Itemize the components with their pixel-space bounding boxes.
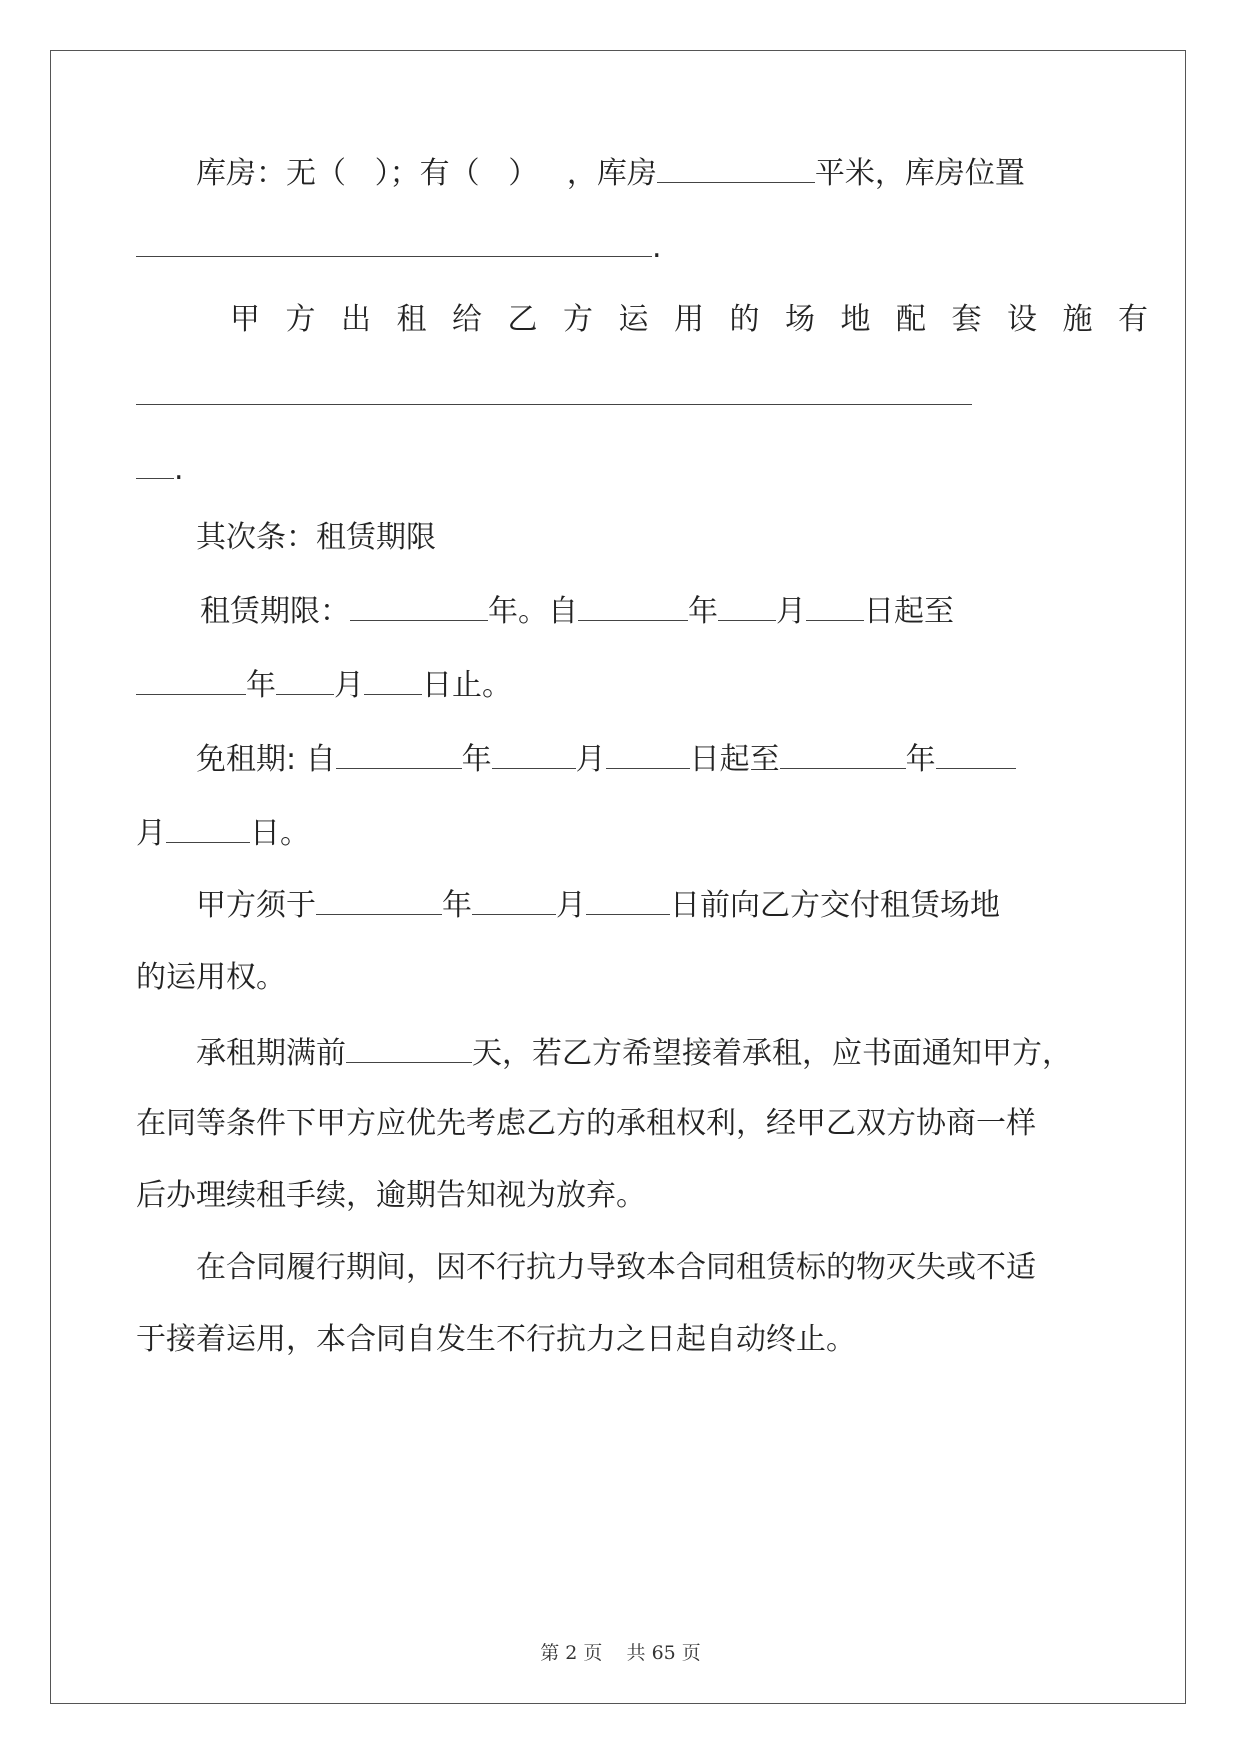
renew-line-3	[136, 1176, 646, 1216]
deliver-label: 甲方须于	[196, 888, 316, 923]
free-end-day-blank	[166, 812, 250, 843]
force-line-1	[196, 1248, 1036, 1288]
force-line-2	[136, 1320, 856, 1360]
page-border	[50, 50, 1186, 1704]
term-start-month-blank	[718, 590, 776, 621]
deliver-month-unit: 月	[556, 888, 586, 923]
storeroom-location-label: 平米，库房位置	[814, 156, 1025, 191]
renew-rest: 天，若乙方希望接着承租，应书面通知甲方，	[472, 1036, 1072, 1071]
deliver-end-text: 的运用权。	[136, 960, 286, 995]
free-start-month-blank	[492, 738, 576, 769]
deliver-month-blank	[472, 884, 556, 915]
renew-line	[196, 1032, 1072, 1074]
facilities-end-blank	[136, 448, 174, 479]
term-start-day-blank	[806, 590, 864, 621]
free-start-day-blank	[606, 738, 690, 769]
free-line	[196, 738, 1016, 780]
renew-days-blank	[346, 1032, 472, 1063]
free-end-month-blank-a	[936, 738, 1016, 769]
deliver-rest: 日前向乙方交付租赁场地	[670, 888, 1000, 923]
free-label: 免租期: 自	[196, 742, 336, 777]
facilities-text: 甲方出租给乙方运用的场地配套设施有	[230, 302, 1174, 337]
term-end-year-unit: 年	[246, 668, 276, 703]
facilities-blank-line	[136, 374, 972, 416]
facilities-line	[230, 300, 1174, 340]
free-end-year-unit: 年	[905, 742, 936, 777]
page-footer	[0, 1638, 1241, 1665]
term-end-month-blank	[276, 664, 334, 695]
term-years-blank	[350, 590, 488, 621]
free-start-month-unit: 月	[575, 742, 606, 777]
free-end-year-blank	[780, 738, 906, 769]
storeroom-end: .	[652, 230, 662, 265]
renew-label: 承租期满前	[196, 1036, 346, 1071]
term-end-month-unit: 月	[334, 668, 364, 703]
facilities-end: .	[174, 452, 184, 487]
force-line-2-text: 于接着运用，本合同自发生不行抗力之日起自动终止。	[136, 1322, 856, 1357]
free-start-year-unit: 年	[461, 742, 492, 777]
facilities-end-line	[136, 448, 184, 490]
term-end-line	[136, 664, 512, 706]
term-start-month-unit: 月	[776, 594, 806, 629]
term-label: 租赁期限：	[200, 594, 350, 629]
storeroom-line	[196, 152, 1025, 194]
storeroom-location-line	[136, 226, 662, 268]
free-day-to: 日起至	[689, 742, 780, 777]
renew-line-2	[136, 1104, 1036, 1144]
renew-line-3-text: 后办理续租手续，逾期告知视为放弃。	[136, 1178, 646, 1213]
deliver-year-blank	[316, 884, 442, 915]
term-start-year-blank	[578, 590, 688, 621]
force-line-1-text: 在合同履行期间，因不行抗力导致本合同租赁标的物灭失或不适	[196, 1250, 1036, 1285]
storeroom-location-blank	[136, 226, 652, 257]
term-start-year-unit: 年	[688, 594, 718, 629]
article2-heading	[196, 518, 436, 558]
free-start-year-blank	[336, 738, 462, 769]
term-day-to: 日起至	[864, 594, 954, 629]
deliver-year-unit: 年	[442, 888, 472, 923]
term-line	[200, 590, 954, 632]
free-end-text: 日。	[250, 816, 310, 851]
free-end-line	[136, 812, 310, 854]
deliver-line	[196, 884, 1000, 926]
term-end-day-blank	[364, 664, 422, 695]
facilities-blank	[136, 374, 972, 405]
deliver-day-blank	[586, 884, 670, 915]
term-end-year-blank	[136, 664, 246, 695]
article2-heading-text: 其次条：租赁期限	[196, 520, 436, 555]
page-number-label: 第 2 页 共 65 页	[540, 1642, 701, 1664]
term-year-from: 年。自	[488, 594, 578, 629]
storeroom-text: 库房：无（ ）；有（ ） ，库房	[196, 156, 657, 191]
free-end-month-unit: 月	[136, 816, 166, 851]
storeroom-area-blank	[657, 152, 815, 183]
term-end-text: 日止。	[422, 668, 512, 703]
renew-line-2-text: 在同等条件下甲方应优先考虑乙方的承租权利，经甲乙双方协商一样	[136, 1106, 1036, 1141]
deliver-end-line	[136, 958, 286, 998]
